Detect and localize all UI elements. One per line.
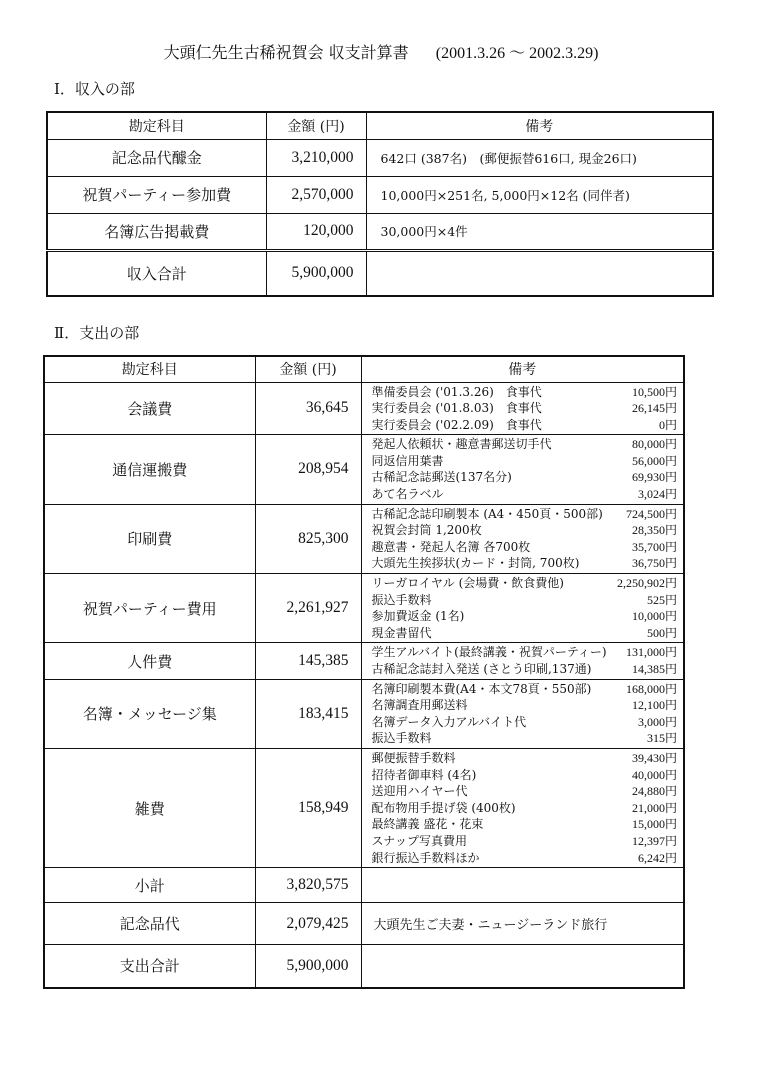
expense-row [44, 435, 684, 504]
expense-detail-value: 0円 [658, 417, 677, 432]
expense-detail-line [362, 681, 684, 698]
expense-detail-line [362, 575, 684, 592]
expense-detail-value: 525円 [646, 592, 677, 607]
expense-header-amount: 金額 (円) [255, 356, 361, 382]
expense-amount: 36,645 [255, 382, 361, 435]
expense-detail-label: 招待者御車料 (4名) [371, 767, 477, 782]
income-row [47, 176, 713, 213]
expense-amount: 183,415 [255, 679, 361, 748]
expense-detail-label: 現金書留代 [371, 625, 432, 640]
expense-detail-label: リーガロイヤル (会場費・飲食費他) [371, 576, 564, 591]
expense-details [361, 748, 684, 867]
income-note: 10,000円×251名, 5,000円×12名 (同伴者) [366, 176, 713, 213]
expense-detail-line [362, 469, 684, 486]
expense-detail-value: 168,000円 [625, 681, 677, 696]
expense-detail-value: 24,880円 [631, 784, 677, 799]
expense-subtotal-note [361, 868, 684, 903]
expense-detail-value: 131,000円 [625, 645, 677, 660]
expense-detail-value: 69,930円 [631, 470, 677, 485]
expense-detail-label: 実行委員会 ('01.8.03) 食事代 [371, 401, 542, 416]
expense-detail-line [362, 714, 684, 731]
expense-row [44, 382, 684, 435]
expense-category: 会議費 [44, 382, 255, 435]
expense-detail-value: 26,145円 [631, 401, 677, 416]
expense-detail-value: 80,000円 [631, 437, 677, 452]
expense-details [361, 504, 684, 573]
expense-details [361, 382, 684, 435]
document-title [0, 40, 762, 63]
expense-detail-value: 28,350円 [631, 523, 677, 538]
expense-detail-line [362, 800, 684, 817]
income-header-amount: 金額 (円) [266, 112, 366, 139]
expense-detail-label: 学生アルバイト(最終講義・祝賀パーティー) [371, 645, 607, 660]
expense-detail-value: 15,000円 [631, 817, 677, 832]
expense-details [361, 643, 684, 679]
expense-detail-label: 振込手数料 [371, 731, 432, 746]
expense-subtotal-amount: 3,820,575 [255, 868, 361, 903]
expense-amount: 208,954 [255, 435, 361, 504]
expense-amount: 825,300 [255, 504, 361, 573]
expense-detail-value: 3,024円 [637, 487, 677, 502]
expense-detail-line [362, 850, 684, 867]
expense-detail-label: スナップ写真費用 [371, 833, 468, 848]
expense-detail-value: 12,397円 [631, 833, 677, 848]
expense-details [361, 574, 684, 643]
income-amount: 120,000 [266, 213, 366, 250]
expense-category: 祝賀パーティー費用 [44, 574, 255, 643]
expense-detail-line [362, 730, 684, 747]
expense-detail-value: 35,700円 [631, 539, 677, 554]
expense-row [44, 748, 684, 867]
expense-header-note: 備考 [361, 356, 684, 382]
expense-detail-line [362, 833, 684, 850]
expense-detail-line [362, 400, 684, 417]
expense-gift-label: 記念品代 [44, 903, 255, 945]
expense-category: 雑費 [44, 748, 255, 867]
expense-detail-label: 銀行振込手数料ほか [371, 850, 480, 865]
expense-detail-label: 古稀記念誌封入発送 (さとう印刷,137通) [371, 662, 592, 676]
expense-gift-amount: 2,079,425 [255, 903, 361, 945]
expense-detail-label: 参加費返金 (1名) [371, 609, 465, 624]
income-category: 名簿広告掲載費 [47, 213, 266, 250]
expense-detail-label: 大頭先生挨拶状(カード・封筒, 700枚) [371, 556, 580, 571]
expense-detail-line [362, 592, 684, 609]
expense-detail-value: 10,000円 [631, 609, 677, 624]
expense-detail-label: 発起人依頼状・趣意書郵送切手代 [371, 437, 552, 452]
expense-detail-line [362, 539, 684, 556]
expense-detail-line [362, 608, 684, 625]
expense-detail-line [362, 816, 684, 833]
expense-gift-note: 大頭先生ご夫妻・ニュージーランド旅行 [361, 903, 684, 945]
income-header-row [47, 112, 713, 139]
expense-detail-value: 40,000円 [631, 767, 677, 782]
income-amount: 2,570,000 [266, 176, 366, 213]
expense-header-row [44, 356, 684, 382]
title-period: (2001.3.26 ～ 2002.3.29) [435, 45, 599, 62]
expense-detail-label: 実行委員会 ('02.2.09) 食事代 [371, 417, 542, 432]
income-note: 642口 (387名) (郵便振替616口, 現金26口) [366, 139, 713, 176]
expense-detail-line [362, 506, 684, 523]
expense-detail-value: 56,000円 [631, 453, 677, 468]
expense-detail-value: 12,100円 [631, 698, 677, 713]
income-category: 記念品代醵金 [47, 139, 266, 176]
expense-detail-value: 3,000円 [637, 714, 677, 729]
expense-detail-label: 名簿データ入力アルバイト代 [371, 714, 527, 729]
expense-detail-line [362, 453, 684, 470]
expense-detail-label: 古稀記念誌郵送(137名分) [371, 470, 512, 485]
income-row [47, 213, 713, 250]
expense-detail-label: 同返信用葉書 [371, 453, 444, 468]
expense-subtotal-label: 小計 [44, 868, 255, 903]
expense-category: 通信運搬費 [44, 435, 255, 504]
expense-total-note [361, 945, 684, 988]
expense-total-label: 支出合計 [44, 945, 255, 988]
expense-detail-value: 39,430円 [631, 750, 677, 765]
expense-detail-value: 10,500円 [631, 384, 677, 399]
expense-detail-value: 14,385円 [631, 662, 677, 676]
expense-detail-label: 趣意書・発起人名簿 各700枚 [371, 539, 531, 554]
expense-detail-label: あて名ラベル [371, 487, 444, 502]
expense-row [44, 679, 684, 748]
expense-detail-line [362, 625, 684, 642]
title-text: 大頭仁先生古稀祝賀会 収支計算書 [163, 43, 409, 62]
expense-total-row [44, 945, 684, 988]
expense-detail-label: 古稀記念誌印刷製本 (A4・450頁・500部) [371, 506, 603, 521]
expense-details [361, 435, 684, 504]
expense-detail-line [362, 436, 684, 453]
expense-detail-line [362, 486, 684, 503]
expense-row [44, 504, 684, 573]
expense-row [44, 574, 684, 643]
expense-detail-label: 配布物用手提げ袋 (400枚) [371, 800, 516, 815]
expense-detail-label: 郵便振替手数料 [371, 750, 456, 765]
expense-detail-value: 724,500円 [625, 506, 677, 521]
expense-detail-line [362, 644, 684, 661]
expense-row [44, 643, 684, 679]
expense-detail-value: 315円 [646, 731, 677, 746]
expense-detail-line [362, 522, 684, 539]
income-total-amount: 5,900,000 [266, 250, 366, 296]
expense-detail-label: 名簿印刷製本費(A4・本文78頁・550部) [371, 681, 592, 696]
expense-amount: 2,261,927 [255, 574, 361, 643]
expense-detail-value: 2,250,902円 [616, 576, 677, 591]
expense-detail-line [362, 767, 684, 784]
expense-category: 人件費 [44, 643, 255, 679]
expense-detail-line [362, 750, 684, 767]
expense-detail-label: 準備委員会 ('01.3.26) 食事代 [371, 384, 542, 399]
expense-category: 印刷費 [44, 504, 255, 573]
income-total-label: 収入合計 [47, 250, 266, 296]
income-total-row [47, 250, 713, 296]
expense-detail-label: 振込手数料 [371, 592, 432, 607]
income-note: 30,000円×4件 [366, 213, 713, 250]
income-header-note: 備考 [366, 112, 713, 139]
expense-detail-label: 祝賀会封筒 1,200枚 [371, 523, 482, 538]
expense-subtotal-row [44, 868, 684, 903]
expense-table [43, 355, 685, 989]
expense-detail-line [362, 384, 684, 401]
expense-heading: Ⅱ．支出の部 [54, 324, 140, 342]
expense-category: 名簿・メッセージ集 [44, 679, 255, 748]
expense-detail-line [362, 417, 684, 434]
income-total-note [366, 250, 713, 296]
expense-gift-row [44, 903, 684, 945]
expense-detail-value: 6,242円 [637, 850, 677, 865]
expense-detail-value: 500円 [646, 625, 677, 640]
expense-detail-line [362, 661, 684, 678]
income-amount: 3,210,000 [266, 139, 366, 176]
expense-detail-line [362, 783, 684, 800]
expense-detail-label: 送迎用ハイヤー代 [371, 784, 468, 799]
expense-detail-line [362, 555, 684, 572]
income-category: 祝賀パーティー参加費 [47, 176, 266, 213]
expense-amount: 145,385 [255, 643, 361, 679]
expense-detail-value: 36,750円 [631, 556, 677, 571]
expense-detail-label: 名簿調査用郵送料 [371, 698, 468, 713]
income-heading: Ⅰ．収入の部 [54, 80, 135, 98]
income-header-category: 勘定科目 [47, 112, 266, 139]
expense-detail-line [362, 697, 684, 714]
expense-detail-value: 21,000円 [631, 800, 677, 815]
expense-amount: 158,949 [255, 748, 361, 867]
expense-details [361, 679, 684, 748]
expense-header-category: 勘定科目 [44, 356, 255, 382]
expense-total-amount: 5,900,000 [255, 945, 361, 988]
income-table [46, 111, 714, 297]
expense-detail-label: 最終講義 盛花・花束 [371, 817, 484, 832]
income-row [47, 139, 713, 176]
